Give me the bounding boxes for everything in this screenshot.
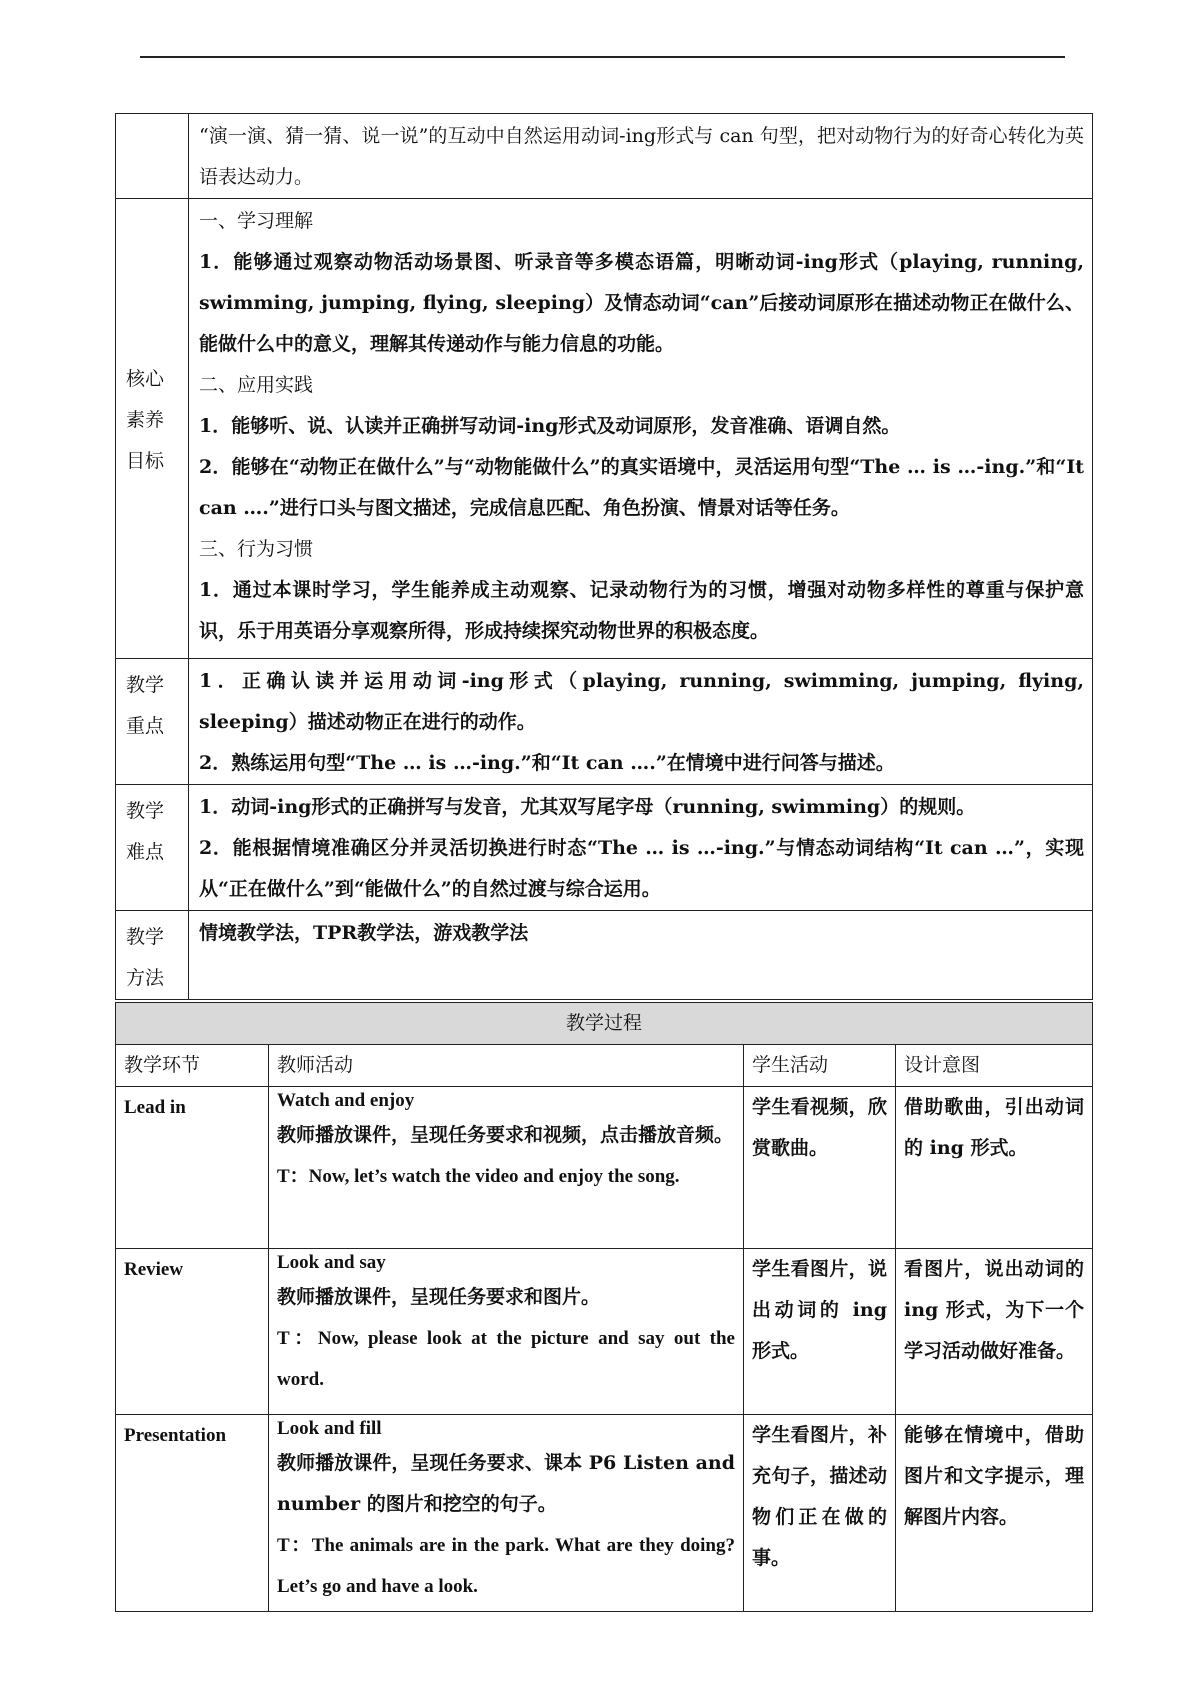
design-cell: 能够在情境中，借助图片和文字提示，理解图片内容。 (896, 1415, 1093, 1612)
objectives-table (115, 113, 1093, 1000)
core-literacy-content (189, 199, 1093, 659)
practice-item-1: 1．能够听、说、认读并正确拼写动词-ing形式及动词原形，发音准确、语调自然。 (199, 415, 901, 437)
header-design: 设计意图 (896, 1045, 1093, 1087)
student-cell: 学生看图片，说出动词的 ing 形式。 (744, 1249, 896, 1415)
header-rule (140, 56, 1065, 58)
teacher-cell: Look and say 教师播放课件，呈现任务要求和图片。 T：Now, please look at the picture and say out the word. (269, 1249, 744, 1415)
header-student: 学生活动 (744, 1045, 896, 1087)
key-points-content (189, 659, 1093, 785)
difficult-point-1: 1．动词-ing形式的正确拼写与发音，尤其双写尾字母（running, swimming）的规则。 (199, 796, 976, 818)
process-header-row (116, 1045, 1093, 1087)
process-title-row (116, 1003, 1093, 1045)
objectives-continued-row (116, 114, 1093, 199)
stage-cell: Review (116, 1249, 269, 1415)
teaching-method-text: 情境教学法，TPR教学法，游戏教学法 (199, 922, 529, 944)
header-stage: 教学环节 (116, 1045, 269, 1087)
objectives-continued-cell (189, 114, 1093, 199)
difficult-points-label: 教学 难点 (116, 785, 189, 911)
process-row-lead-in (116, 1087, 1093, 1249)
teaching-method-content (189, 911, 1093, 1000)
difficult-point-2: 2．能根据情境准确区分并灵活切换进行时态“The … is …-ing.”与情态动词结构“It can …”，实现从“正在做什么”到“能做什么”的自然过渡与综合运用。 (199, 837, 1084, 900)
key-point-1: 1．正确认读并运用动词-ing形式（playing, running, swimming, jumping, flying, sleeping）描述动物正在进行的动作。 (199, 670, 1084, 733)
stage-cell: Lead in (116, 1087, 269, 1249)
core-literacy-row (116, 199, 1093, 659)
section-heading-habits: 三、行为习惯 (199, 538, 314, 560)
student-cell: 学生看图片，补充句子，描述动物们正在做的事。 (744, 1415, 896, 1612)
stage-cell: Presentation (116, 1415, 269, 1612)
section-heading-practice: 二、应用实践 (199, 374, 314, 396)
process-title: 教学过程 (116, 1003, 1093, 1045)
section-heading-learning: 一、学习理解 (199, 210, 314, 232)
objectives-continued-text: “演一演、猜一猜、说一说”的互动中自然运用动词-ing形式与 can 句型，把对动物行为的好奇心转化为英语表达动力。 (199, 125, 1084, 188)
process-table (115, 1002, 1093, 1612)
practice-item-2: 2．能够在“动物正在做什么”与“动物能做什么”的真实语境中，灵活运用句型“The … is …-ing.”和“It can ….”进行口头与图文描述，完成信息匹配、角色扮演、情景对话等任务。 (199, 456, 1084, 519)
difficult-points-row (116, 785, 1093, 911)
core-literacy-label: 核心 素养 目标 (116, 199, 189, 659)
learning-item-1: 1．能够通过观察动物活动场景图、听录音等多模态语篇，明晰动词-ing形式（playing, running, swimming, jumping, flying, sleeping）及情态动词“can”后接动词原形在描述动物正在做什么、能做什么中的意义，理解其传递动作与能力信息的功能。 (199, 251, 1084, 355)
teacher-cell: Look and fill 教师播放课件，呈现任务要求、课本 P6 Listen and number 的图片和挖空的句子。 T：The animals are in the park. What are they doing? Let’s go and have a look. (269, 1415, 744, 1612)
teacher-cell: Watch and enjoy 教师播放课件，呈现任务要求和视频，点击播放音频。 T：Now, let’s watch the video and enjoy the song. (269, 1087, 744, 1249)
design-cell: 看图片，说出动词的 ing 形式，为下一个学习活动做好准备。 (896, 1249, 1093, 1415)
student-cell: 学生看视频，欣赏歌曲。 (744, 1087, 896, 1249)
habits-item-1: 1．通过本课时学习，学生能养成主动观察、记录动物行为的习惯，增强对动物多样性的尊重与保护意识，乐于用英语分享观察所得，形成持续探究动物世界的积极态度。 (199, 579, 1084, 642)
difficult-points-content (189, 785, 1093, 911)
key-points-row (116, 659, 1093, 785)
teaching-method-label: 教学 方法 (116, 911, 189, 1000)
empty-label-cell (116, 114, 189, 199)
key-points-label: 教学 重点 (116, 659, 189, 785)
key-point-2: 2．熟练运用句型“The … is …-ing.”和“It can ….”在情境中进行问答与描述。 (199, 752, 895, 774)
header-teacher: 教师活动 (269, 1045, 744, 1087)
process-row-review (116, 1249, 1093, 1415)
design-cell: 借助歌曲，引出动词的 ing 形式。 (896, 1087, 1093, 1249)
teaching-method-row (116, 911, 1093, 1000)
process-row-presentation (116, 1415, 1093, 1612)
